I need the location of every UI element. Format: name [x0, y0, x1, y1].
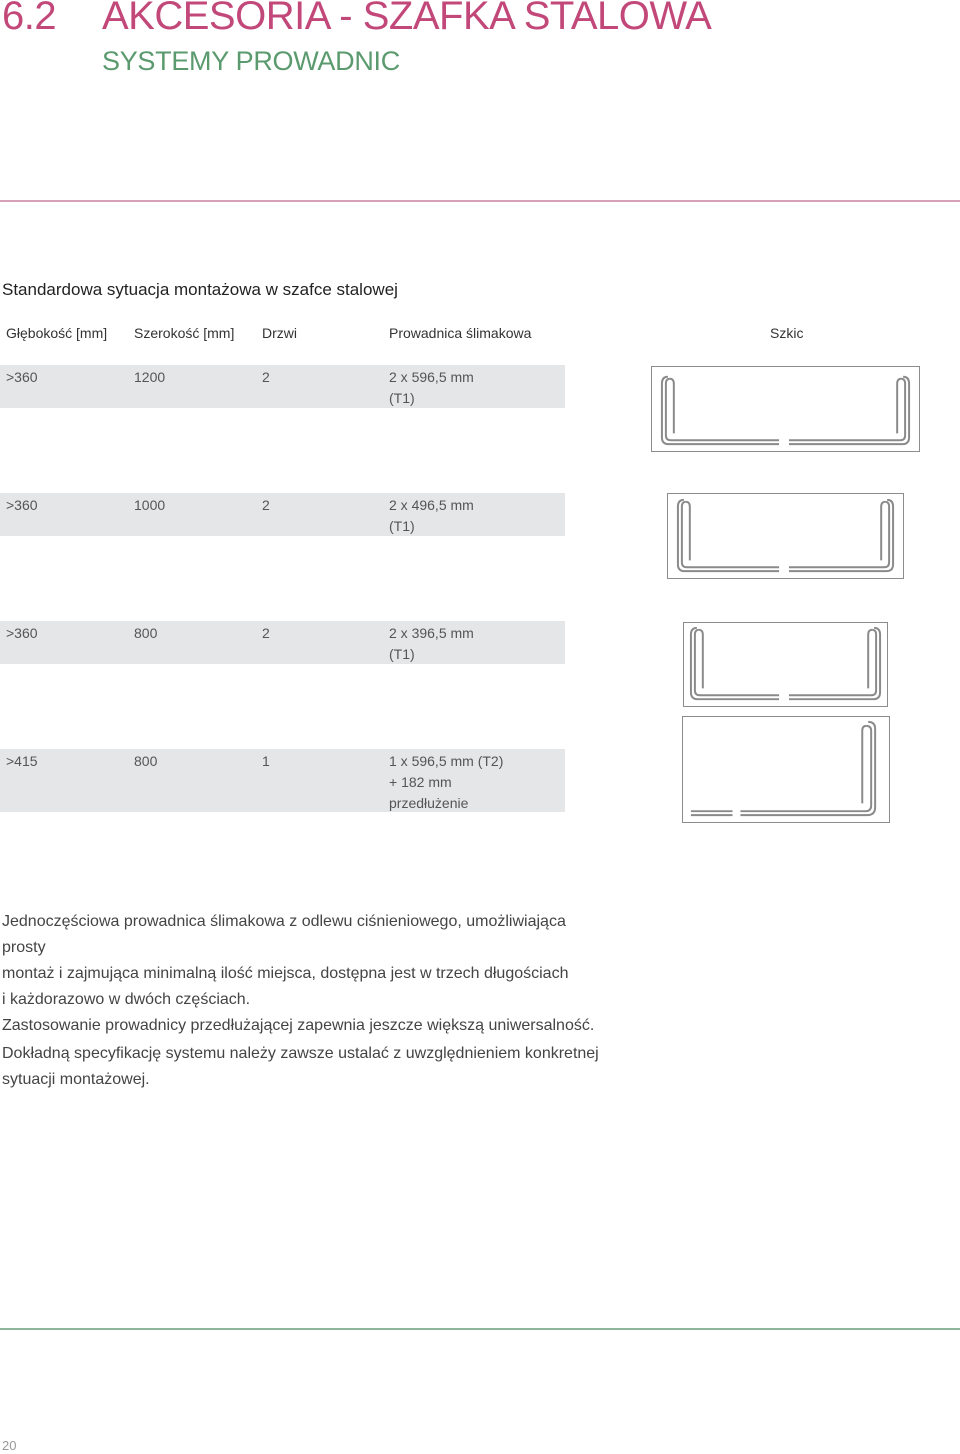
depth-cell: >360 — [6, 497, 38, 513]
rail-cell-line-3: przedłużenie — [389, 795, 469, 811]
description-note — [2, 1041, 602, 1093]
doors-cell: 2 — [262, 497, 270, 513]
column-header-depth: Głębokość [mm] — [6, 325, 108, 341]
double-rail-sketch — [683, 622, 888, 707]
rail-cell-line-1: 2 x 396,5 mm — [389, 625, 474, 641]
paragraph-line: montaż i zajmująca minimalną ilość miejsca, dostępna jest w trzech długościach — [2, 965, 569, 982]
width-cell: 800 — [134, 625, 158, 641]
column-header-doors: Drzwi — [262, 325, 297, 341]
rail-sketch-drawing — [668, 494, 903, 578]
paragraph-line: sytuacji montażowej. — [2, 1071, 150, 1088]
width-cell: 1000 — [134, 497, 166, 513]
doors-cell: 2 — [262, 625, 270, 641]
page-title — [2, 0, 711, 39]
rail-cell-line-2: (T1) — [389, 646, 415, 662]
rail-sketch-drawing — [684, 623, 887, 706]
page-subtitle: SYSTEMY PROWADNIC — [102, 46, 400, 76]
doors-cell: 1 — [262, 753, 270, 769]
depth-cell: >360 — [6, 625, 38, 641]
table-row — [0, 749, 565, 812]
section-title: AKCESORIA - SZAFKA STALOWA — [102, 0, 712, 38]
column-header-rail: Prowadnica ślimakowa — [389, 325, 532, 341]
table-row — [0, 493, 565, 536]
column-header-sketch: Szkic — [770, 325, 804, 341]
table-row — [0, 365, 565, 408]
rail-cell-line-1: 2 x 496,5 mm — [389, 497, 474, 513]
double-rail-sketch — [667, 493, 904, 579]
single-rail-extension-sketch — [682, 716, 890, 823]
rail-cell-line-2: (T1) — [389, 518, 415, 534]
depth-cell: >415 — [6, 753, 38, 769]
section-heading: Standardowa sytuacja montażowa w szafce stalowej — [2, 280, 398, 299]
rail-sketch-drawing — [683, 717, 889, 822]
width-cell: 1200 — [134, 369, 166, 385]
table-row — [0, 621, 565, 664]
section-number: 6.2 — [2, 0, 57, 38]
column-header-width: Szerokość [mm] — [134, 325, 235, 341]
bottom-divider — [0, 1328, 960, 1330]
paragraph-line: Jednoczęściowa prowadnica ślimakowa z odlewu ciśnieniowego, umożliwiająca prosty — [2, 913, 566, 956]
doors-cell: 2 — [262, 369, 270, 385]
paragraph-line: Dokładną specyfikację systemu należy zawsze ustalać z uwzględnieniem konkretnej — [2, 1045, 599, 1062]
double-rail-sketch — [651, 366, 920, 452]
paragraph-line: Zastosowanie prowadnicy przedłużającej zapewnia jeszcze większą uniwersalność. — [2, 1017, 595, 1034]
width-cell: 800 — [134, 753, 158, 769]
depth-cell: >360 — [6, 369, 38, 385]
rail-cell-line-2: + 182 mm — [389, 774, 452, 790]
rail-sketch-drawing — [652, 367, 919, 451]
top-divider — [0, 200, 960, 202]
paragraph-line: i każdorazowo w dwóch częściach. — [2, 991, 251, 1008]
rail-cell-line-1: 2 x 596,5 mm — [389, 369, 474, 385]
rail-cell-line-1: 1 x 596,5 mm (T2) — [389, 753, 504, 769]
rail-cell-line-2: (T1) — [389, 390, 415, 406]
description-paragraph — [2, 909, 602, 1039]
page-number: 20 — [2, 1438, 17, 1453]
